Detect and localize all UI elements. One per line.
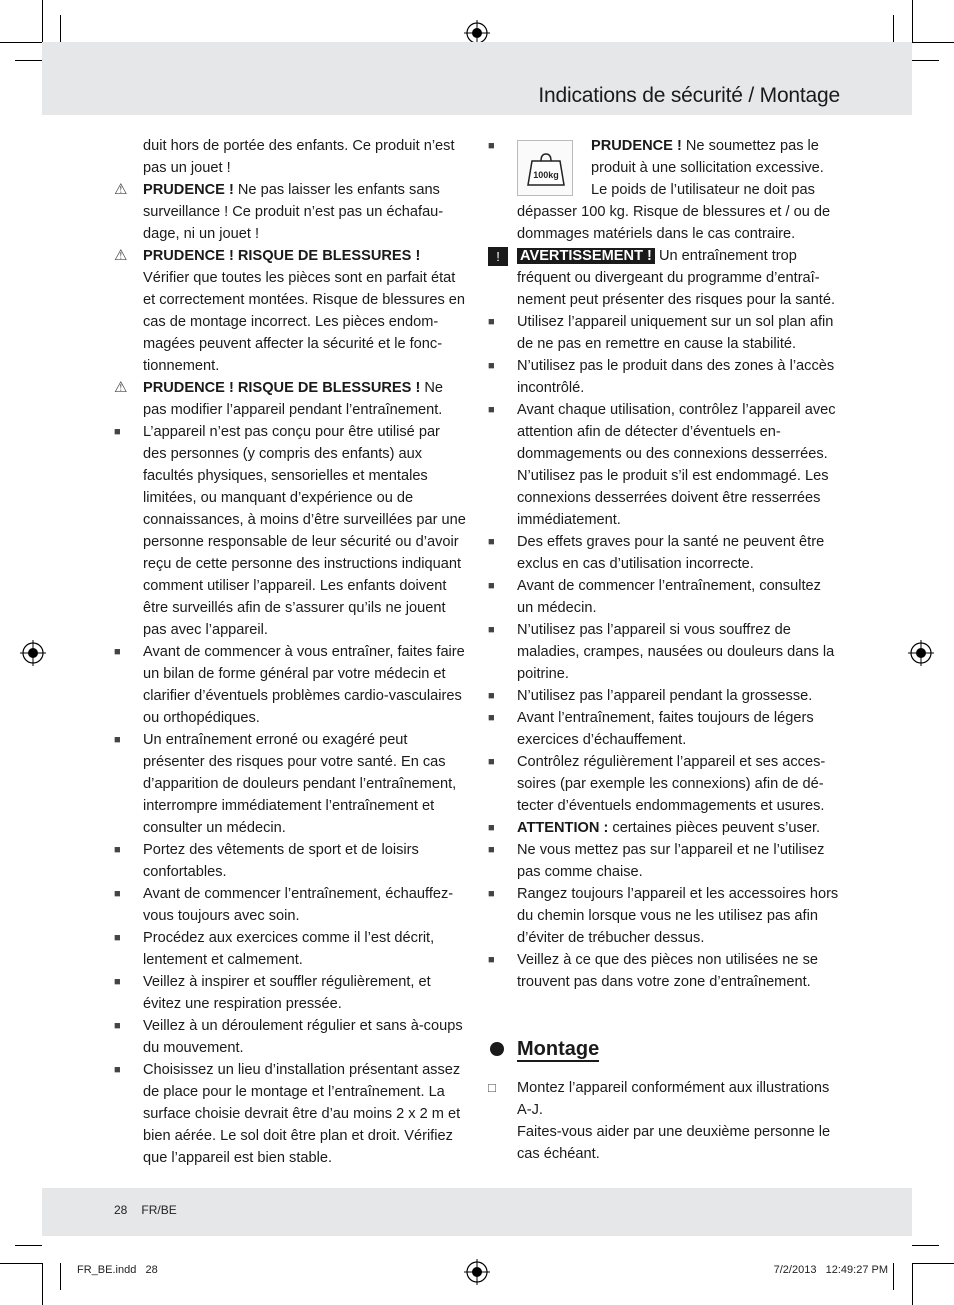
item-text: N’utilisez pas l’appareil pendant la grossesse. xyxy=(517,688,813,704)
list-item xyxy=(114,179,466,245)
section-bullet-icon xyxy=(490,1042,504,1056)
list-item xyxy=(488,1121,840,1165)
item-text: Faites-vous aider par une deuxième personne le cas échéant. xyxy=(517,1124,831,1162)
bullet-marker: ■ xyxy=(488,954,495,966)
item-text: Avant de commencer l’entraînement, échauffez-vous toujours avec soin. xyxy=(143,886,454,924)
bullet-marker: ■ xyxy=(488,844,495,856)
item-text: Ne pas laisser les enfants sans surveillance ! Ce produit n’est pas un échafaudage, ni un jouet ! xyxy=(143,182,444,242)
warning-triangle-icon: ⚠ xyxy=(114,379,128,396)
list-item xyxy=(488,883,840,949)
bullet-marker: ■ xyxy=(114,844,121,856)
item-text: Avant chaque utilisation, contrôlez l’appareil avec attention afin de détecter d’éventuels endommagements ou des connexions desserrées. N’utilisez pas le produit s’il est endommagé. Les connexions desserrées doivent être resserrées immédiatement. xyxy=(517,402,836,528)
bullet-marker: ■ xyxy=(114,734,121,746)
bullet-marker: ■ xyxy=(488,404,495,416)
crop-mark xyxy=(60,1263,61,1290)
locale-code: FR/BE xyxy=(141,1203,177,1217)
page-number: 28 xyxy=(114,1203,128,1217)
bullet-marker: ■ xyxy=(488,756,495,768)
bullet-marker: ■ xyxy=(488,690,495,702)
page-footer xyxy=(114,1203,191,1217)
crop-mark xyxy=(893,1263,894,1290)
list-item xyxy=(488,949,840,993)
list-item xyxy=(114,421,466,641)
crop-mark xyxy=(912,0,913,42)
item-text: Portez des vêtements de sport et de loisirs confortables. xyxy=(143,842,419,880)
bullet-marker: ■ xyxy=(488,888,495,900)
montage-items-list xyxy=(488,1077,840,1165)
crop-mark xyxy=(60,15,61,42)
list-item xyxy=(114,1059,466,1169)
crop-mark xyxy=(893,15,894,42)
item-text: N’utilisez pas le produit dans des zones à l’accès incontrôlé. xyxy=(517,358,835,396)
crop-mark xyxy=(0,42,42,43)
item-text: duit hors de portée des enfants. Ce produit n’est pas un jouet ! xyxy=(143,138,455,176)
warning-triangle-icon: ! xyxy=(488,247,508,266)
bullet-marker: ■ xyxy=(488,316,495,328)
bullet-marker: ■ xyxy=(488,822,495,834)
avertissement-text: Un entraînement trop fréquent ou divergeant du programme d’entraînement peut présenter des risques pour la santé. xyxy=(517,248,836,308)
list-item xyxy=(114,377,466,421)
avertissement-label: AVERTISSEMENT ! xyxy=(517,248,655,264)
crop-mark xyxy=(15,1245,42,1246)
item-text: L’appareil n’est pas conçu pour être utilisé par des personnes (y compris des enfants) aux facultés physiques, sensorielles et mentales limitées, ou manquant d’expérience ou de connaissances, à moins d’être surveillées par une personne responsable de leur sécurité ou d’avoir reçu de cette personne des instructions indiquant comment utiliser l’appareil. Les enfants doivent être surveillés afin de s’assurer qu’ils ne jouent pas avec l’appareil. xyxy=(143,424,466,638)
crop-mark xyxy=(912,60,939,61)
item-text: Ne pas modifier l’appareil pendant l’entraînement. xyxy=(143,380,444,418)
bullet-marker: ■ xyxy=(488,712,495,724)
bullet-marker: ■ xyxy=(114,888,121,900)
list-item xyxy=(488,619,840,685)
bullet-marker: ■ xyxy=(488,580,495,592)
item-label: PRUDENCE ! RISQUE DE BLESSURES ! xyxy=(143,380,425,396)
right-items-list xyxy=(488,311,840,993)
item-text: Procédez aux exercices comme il l’est décrit, lentement et calmement. xyxy=(143,930,435,968)
slug-datetime: 7/2/2013 12:49:27 PM xyxy=(773,1264,888,1276)
item-label: PRUDENCE ! xyxy=(143,182,238,198)
bullet-marker: ■ xyxy=(114,1020,121,1032)
list-item xyxy=(114,927,466,971)
list-item xyxy=(488,707,840,751)
list-item xyxy=(114,245,466,377)
right-column xyxy=(488,135,840,1165)
warning-triangle-icon: ⚠ xyxy=(114,181,128,198)
item-text: Veillez à ce que des pièces non utilisées ne se trouvent pas dans votre zone d’entraînement. xyxy=(517,952,818,990)
list-item xyxy=(488,531,840,575)
crop-mark xyxy=(912,1245,939,1246)
item-text: Ne vous mettez pas sur l’appareil et ne l’utilisez pas comme chaise. xyxy=(517,842,825,880)
item-label: ATTENTION : xyxy=(517,820,613,836)
crop-mark xyxy=(912,1263,913,1305)
item-text: N’utilisez pas l’appareil si vous souffrez de maladies, crampes, nausées ou douleurs dans la poitrine. xyxy=(517,622,835,682)
weight-limit-label: 100kg xyxy=(533,170,559,180)
crop-mark xyxy=(15,60,42,61)
list-item xyxy=(488,575,840,619)
bullet-marker: ■ xyxy=(114,976,121,988)
list-item xyxy=(488,1077,840,1121)
list-item xyxy=(114,729,466,839)
item-text: Avant l’entraînement, faites toujours de légers exercices d’échauffement. xyxy=(517,710,814,748)
registration-mark-icon xyxy=(908,640,934,666)
item-text: Utilisez l’appareil uniquement sur un sol plan afin de ne pas en remettre en cause la stabilité. xyxy=(517,314,834,352)
item-label: PRUDENCE ! RISQUE DE BLESSURES ! xyxy=(143,248,421,264)
bullet-marker: □ xyxy=(488,1080,496,1095)
item-text: certaines pièces peuvent s’user. xyxy=(612,820,821,836)
bullet-marker: ■ xyxy=(488,624,495,636)
list-item xyxy=(114,971,466,1015)
page-title: Indications de sécurité / Montage xyxy=(538,84,840,107)
list-item xyxy=(488,685,840,707)
left-column xyxy=(114,135,466,1169)
bullet-marker: ■ xyxy=(488,536,495,548)
crop-mark xyxy=(912,1263,954,1264)
list-item xyxy=(488,311,840,355)
item-text: Vérifier que toutes les pièces sont en parfait état et correctement montées. Risque de blessures en cas de montage incorrect. Les pièces endommagées peuvent affecter la sécurité et le fonctionnement. xyxy=(143,270,466,374)
registration-mark-icon xyxy=(464,1259,490,1285)
section-heading-montage xyxy=(488,1033,840,1065)
list-item xyxy=(114,839,466,883)
item-text: Veillez à un déroulement régulier et sans à-coups du mouvement. xyxy=(143,1018,463,1056)
list-item xyxy=(488,355,840,399)
bullet-marker: ■ xyxy=(488,140,495,152)
item-text: Contrôlez régulièrement l’appareil et ses accessoires (par exemple les connexions) afin de détecter d’éventuels endommagements et usures. xyxy=(517,754,826,814)
list-item xyxy=(488,399,840,531)
bullet-marker: ■ xyxy=(488,360,495,372)
item-text: Rangez toujours l’appareil et les accessoires hors du chemin lorsque vous ne les utilisez pas afin d’éviter de trébucher dessus. xyxy=(517,886,839,946)
registration-mark-icon xyxy=(20,640,46,666)
item-text: Avant de commencer l’entraînement, consultez un médecin. xyxy=(517,578,821,616)
list-item xyxy=(114,641,466,729)
item-text: Veillez à inspirer et souffler régulièrement, et évitez une respiration pressée. xyxy=(143,974,431,1012)
bullet-marker: ■ xyxy=(114,426,121,438)
crop-mark xyxy=(0,1263,42,1264)
weight-warning-item xyxy=(488,135,840,245)
item-text: Un entraînement erroné ou exagéré peut présenter des risques pour votre santé. En cas d’apparition de douleurs pendant l’entraînement, interrompre immédiatement l’entraînement et consulter un médecin. xyxy=(143,732,457,836)
bullet-marker: ■ xyxy=(114,932,121,944)
crop-mark xyxy=(42,0,43,42)
item-text: Ne soumettez pas le produit à une sollicitation excessive. Le poids de l’utilisateur ne doit pas dépasser 100 kg. Risque de blessures et / ou de dommages matériels dans le cas contraire. xyxy=(517,138,831,242)
warning-triangle-icon: ⚠ xyxy=(114,247,128,264)
avertissement-item xyxy=(488,245,840,311)
crop-mark xyxy=(42,1263,43,1305)
list-item xyxy=(488,839,840,883)
list-item xyxy=(114,883,466,927)
list-item xyxy=(114,135,466,179)
crop-mark xyxy=(912,42,954,43)
item-text: Avant de commencer à vous entraîner, faites faire un bilan de forme général par votre médecin et clarifier d’éventuels problèmes cardio-vasculaires ou orthopédiques. xyxy=(143,644,465,726)
item-text: Choisissez un lieu d’installation présentant assez de place pour le montage et l’entraînement. La surface choisie devrait être d’au moins 2 x 2 m et bien aérée. Le sol doit être plan et droit. Vérifiez que l’appareil est bien stable. xyxy=(143,1062,461,1166)
item-text: Montez l’appareil conformément aux illustrations A-J. xyxy=(517,1080,830,1118)
weight-limit-icon xyxy=(517,140,573,196)
section-heading-text: Montage xyxy=(517,1038,600,1060)
bullet-marker: ■ xyxy=(114,646,121,658)
list-item xyxy=(488,751,840,817)
slug-filename: FR_BE.indd 28 xyxy=(77,1264,158,1276)
bullet-marker: ■ xyxy=(114,1064,121,1076)
list-item xyxy=(114,1015,466,1059)
list-item xyxy=(488,817,840,839)
item-label: PRUDENCE ! xyxy=(591,138,686,154)
item-text: Des effets graves pour la santé ne peuvent être exclus en cas d’utilisation incorrecte. xyxy=(517,534,825,572)
